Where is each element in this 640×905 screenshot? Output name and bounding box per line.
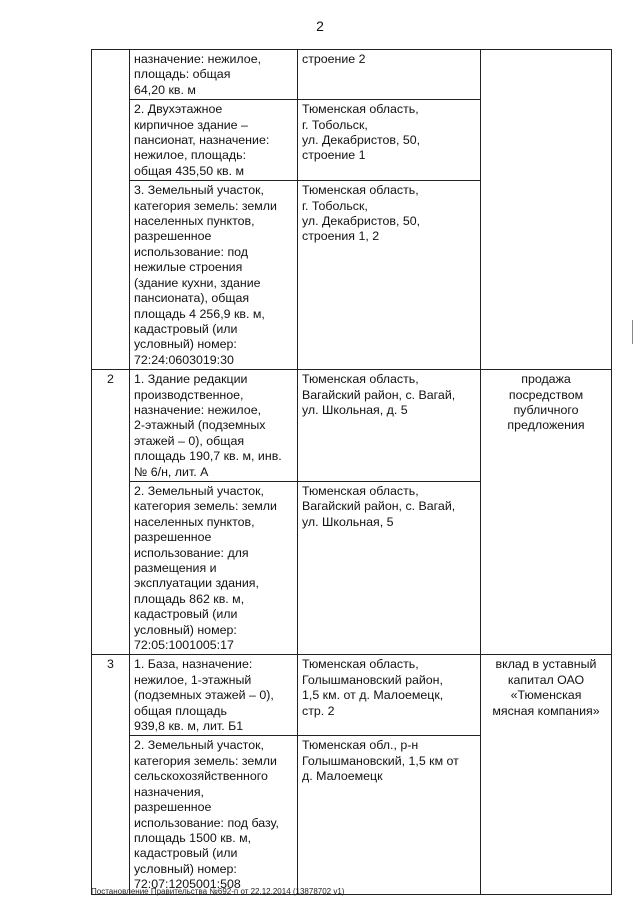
privatization-method-cell bbox=[481, 50, 612, 370]
object-description-line: 3. Земельный участок, bbox=[134, 183, 264, 198]
object-address-line: ул. Школьная, д. 5 bbox=[302, 402, 408, 417]
object-description-line: площадь 1500 кв. м, bbox=[134, 830, 252, 845]
object-description-cell bbox=[130, 736, 298, 894]
object-description-line: площадь: общая bbox=[134, 67, 231, 82]
object-description-line: категория земель: земли bbox=[134, 753, 277, 768]
object-description-line: использование: под bbox=[134, 244, 248, 259]
object-address-line: Вагайский район, с. Вагай, bbox=[302, 387, 456, 402]
document-footer: Постановление Правительства №692-п от 22.12.2014 (13878702 v1) bbox=[91, 887, 345, 896]
object-description-line: разрешенное bbox=[134, 530, 212, 545]
object-address-line: Вагайский район, с. Вагай, bbox=[302, 499, 456, 514]
object-description-line: 2. Земельный участок, bbox=[134, 483, 264, 498]
object-address-line: строения 1, 2 bbox=[302, 229, 380, 244]
object-description-line: размещения и bbox=[134, 561, 217, 575]
object-description-cell bbox=[130, 370, 298, 482]
row-number: 2 bbox=[92, 370, 130, 655]
object-description-line: разрешенное bbox=[134, 229, 212, 244]
privatization-method-cell bbox=[481, 370, 612, 655]
object-description-line: условный) номер: bbox=[134, 622, 237, 637]
object-description-line: 72:05:1001005:17 bbox=[134, 638, 234, 653]
privatization-method-line: продажа bbox=[521, 372, 571, 387]
object-address-cell bbox=[298, 370, 481, 482]
object-description-line: площадь 190,7 кв. м, инв. bbox=[134, 449, 282, 464]
object-description-line: общая площадь bbox=[134, 703, 227, 718]
privatization-method-line: мясная компания» bbox=[492, 703, 600, 718]
object-description-line: площадь 4 256,9 кв. м, bbox=[134, 306, 265, 321]
object-description-line: производственное, bbox=[134, 387, 244, 402]
object-description-line: (здание кухни, здание bbox=[134, 275, 261, 290]
object-description-line: кадастровый (или bbox=[134, 607, 238, 622]
table-row bbox=[92, 655, 612, 736]
object-description-line: использование: под базу, bbox=[134, 815, 279, 830]
object-description-line: 2-этажный (подземных bbox=[134, 418, 266, 433]
privatization-method-line: посредством bbox=[508, 387, 584, 402]
object-address-line: Тюменская область, bbox=[302, 102, 419, 117]
object-description-line: сельскохозяйственного bbox=[134, 769, 268, 784]
object-address-line: ул. Школьная, 5 bbox=[302, 514, 394, 529]
row-number bbox=[92, 50, 130, 370]
object-description-line: назначение: нежилое, bbox=[134, 402, 262, 417]
object-description-line: кадастровый (или bbox=[134, 321, 238, 336]
object-description-line: этажей – 0), общая bbox=[134, 433, 245, 448]
object-description-line: использование: для bbox=[134, 545, 249, 560]
object-description-line: 2. Двухэтажное bbox=[134, 102, 223, 117]
object-description-cell bbox=[130, 655, 298, 736]
privatization-method-line: вклад в уставный bbox=[495, 657, 597, 672]
object-address-cell bbox=[298, 100, 481, 181]
object-description-line: 939,8 кв. м, лит. Б1 bbox=[134, 719, 244, 734]
object-description-line: 2. Земельный участок, bbox=[134, 738, 264, 753]
property-table bbox=[91, 49, 612, 895]
object-address-cell bbox=[298, 655, 481, 736]
object-description-line: нежилые строения bbox=[134, 260, 243, 275]
object-description-line: 72:07:1205001:508 bbox=[134, 877, 241, 892]
object-description-cell bbox=[130, 100, 298, 181]
object-address-line: Тюменская область, bbox=[302, 372, 419, 387]
object-description-line: площадь 862 кв. м, bbox=[134, 591, 245, 606]
object-address-line: строение 1 bbox=[302, 148, 366, 163]
object-address-line: ул. Декабристов, 50, bbox=[302, 133, 421, 148]
object-description-line: пансионата), общая bbox=[134, 291, 250, 306]
object-description-line: категория земель: земли bbox=[134, 198, 277, 213]
privatization-method-cell bbox=[481, 655, 612, 894]
object-description-line: категория земель: земли bbox=[134, 499, 277, 514]
object-description-line: 64,20 кв. м bbox=[134, 82, 196, 97]
object-address-line: стр. 2 bbox=[302, 703, 335, 718]
object-description-cell bbox=[130, 481, 298, 654]
object-description-line: нежилое, площадь: bbox=[134, 148, 247, 163]
object-address-cell bbox=[298, 181, 481, 370]
table-row bbox=[92, 50, 612, 100]
object-description-line: (подземных этажей – 0), bbox=[134, 688, 274, 703]
object-description-line: кадастровый (или bbox=[134, 846, 238, 861]
object-description-line: общая 435,50 кв. м bbox=[134, 163, 244, 178]
object-description-line: условный) номер: bbox=[134, 861, 237, 876]
object-description-line: 1. База, назначение: bbox=[134, 657, 253, 672]
object-address-line: Тюменская область, bbox=[302, 657, 419, 672]
object-address-line: г. Тобольск, bbox=[302, 198, 368, 213]
object-address-line: Голышмановский район, bbox=[302, 672, 443, 687]
object-address-line: Голышмановский, 1,5 км от bbox=[302, 753, 459, 768]
object-description-line: разрешенное bbox=[134, 800, 212, 815]
object-address-line: г. Тобольск, bbox=[302, 117, 368, 132]
privatization-method-line: «Тюменская bbox=[510, 688, 582, 703]
page-number: 2 bbox=[316, 18, 324, 34]
object-description-line: назначение: нежилое, bbox=[134, 52, 262, 66]
object-description-cell bbox=[130, 50, 298, 100]
object-address-line: Тюменская обл., р-н bbox=[302, 738, 419, 753]
object-description-line: эксплуатации здания, bbox=[134, 576, 259, 591]
object-address-cell bbox=[298, 50, 481, 100]
scan-edge-mark bbox=[632, 320, 633, 344]
object-address-cell bbox=[298, 481, 481, 654]
object-description-line: назначения, bbox=[134, 784, 204, 799]
object-description-line: № 6/н, лит. А bbox=[134, 464, 209, 479]
object-description-line: условный) номер: bbox=[134, 337, 237, 352]
object-description-line: населенных пунктов, bbox=[134, 214, 255, 229]
object-description-cell bbox=[130, 181, 298, 370]
object-address-line: Тюменская область, bbox=[302, 183, 419, 198]
row-number: 3 bbox=[92, 655, 130, 894]
privatization-method-line: предложения bbox=[507, 418, 585, 433]
object-description-line: 72:24:0603019:30 bbox=[134, 352, 234, 367]
object-description-line: 1. Здание редакции bbox=[134, 372, 248, 387]
object-address-line: ул. Декабристов, 50, bbox=[302, 214, 421, 229]
object-description-line: населенных пунктов, bbox=[134, 514, 255, 529]
table-row bbox=[92, 370, 612, 482]
object-address-line: Тюменская область, bbox=[302, 483, 419, 498]
privatization-method-line: публичного bbox=[513, 402, 579, 417]
object-address-line: д. Малоемецк bbox=[302, 769, 383, 784]
object-address-cell bbox=[298, 736, 481, 894]
object-address-line: 1,5 км. от д. Малоемецк, bbox=[302, 688, 444, 703]
privatization-method-line: капитал ОАО bbox=[507, 672, 585, 687]
object-description-line: нежилое, 1-этажный bbox=[134, 672, 252, 687]
object-address-line: строение 2 bbox=[302, 52, 366, 66]
object-description-line: пансионат, назначение: bbox=[134, 133, 270, 148]
object-description-line: кирпичное здание – bbox=[134, 117, 248, 132]
